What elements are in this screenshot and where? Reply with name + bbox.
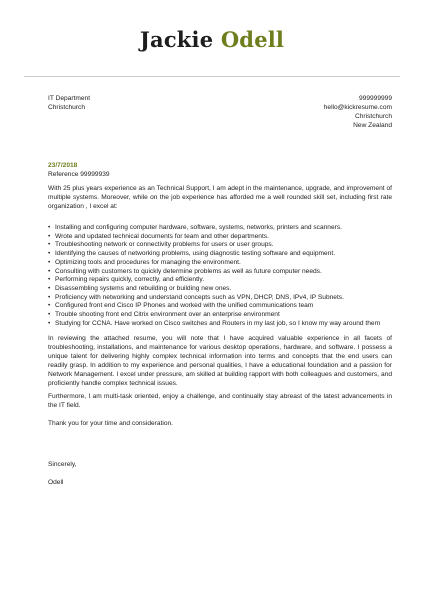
intro-paragraph — [48, 184, 392, 211]
contact-block — [324, 94, 392, 130]
sender-line-2: Christchurch — [48, 104, 86, 111]
header-divider — [24, 76, 400, 77]
experience-text: In reviewing the attached resume, you will note that I have acquired valuable experience in all facets of troubleshooting, installations, and maintenance for various desktop operations, hardware, and software. I possess a unique talent for delivering highly complex technical information into terms and concepts that the end users can readily grasp. In addition to my experience and personal qualities, I have a educational foundation and a passion for Network Management. I excel under pressure, am skilled at building rapport with both colleagues and customers, and proficiently handle complex technical issues. — [48, 335, 392, 387]
skills-list — [48, 224, 392, 328]
skill-item: • Configured front end Cisco IP Phones and worked with the unified communications team — [48, 302, 392, 311]
thanks-paragraph — [48, 419, 392, 428]
contact-email: hello@kickresume.com — [323, 104, 392, 111]
experience-paragraph — [48, 334, 392, 388]
letter-reference: Reference 99999939 — [48, 171, 110, 178]
letter-date: 23/7/2018 — [48, 162, 78, 169]
thanks-text: Thank you for your time and consideration. — [48, 420, 173, 427]
sender-address — [48, 94, 90, 112]
sender-line-1: IT Department — [48, 95, 91, 102]
signature-name: Odell — [48, 479, 64, 486]
applicant-name — [0, 27, 424, 52]
skill-item: • Studying for CCNA. Have worked on Cisco switches and Routers in my last job, so I know my way around them — [48, 320, 392, 329]
skill-item: • Consulting with customers to quickly determine problems as well as future computer needs. — [48, 268, 392, 277]
skill-item: • Wrote and updated technical documents for team and other departments. — [48, 233, 392, 242]
skill-item: • Proficiency with networking and understand concepts such as VPN, DHCP, DNS, IPv4, IP Subnets. — [48, 294, 392, 303]
contact-city: Christchurch — [354, 113, 392, 120]
multitask-paragraph — [48, 392, 392, 410]
multitask-text: Furthermore, I am multi-task oriented, enjoy a challenge, and continually stay abreast of the latest advancements in the IT field. — [48, 393, 392, 409]
contact-phone: 999999999 — [358, 95, 392, 102]
contact-country: New Zealand — [353, 122, 392, 129]
skill-item: • Optimizing tools and procedures for managing the environment. — [48, 259, 392, 268]
skill-item: • Identifying the causes of networking problems, using diagnostic testing software and equipment. — [48, 250, 392, 259]
skill-item: • Disassembling systems and rebuilding or building new ones. — [48, 285, 392, 294]
first-name: Jackie — [139, 27, 214, 52]
last-name: Odell — [220, 27, 285, 52]
skill-item: • Performing repairs quickly, correctly, and efficiently. — [48, 276, 392, 285]
intro-text: With 25 plus years experience as an Technical Support, I am adept in the maintenance, upgrade, and improvement of multiple systems. Moreover, while on the job experience has afforded me a well rounded skill set, including first rate organization , I excel at: — [48, 185, 392, 210]
skill-item: • Troubleshooting network or connectivity problems for users or user groups. — [48, 241, 392, 250]
skill-item: • Trouble shooting front end Citrix environment over an enterprise environment — [48, 311, 392, 320]
closing-salutation: Sincerely, — [48, 461, 77, 468]
skill-item: • Installing and configuring computer hardware, software, systems, networks, printers and scanners. — [48, 224, 392, 233]
